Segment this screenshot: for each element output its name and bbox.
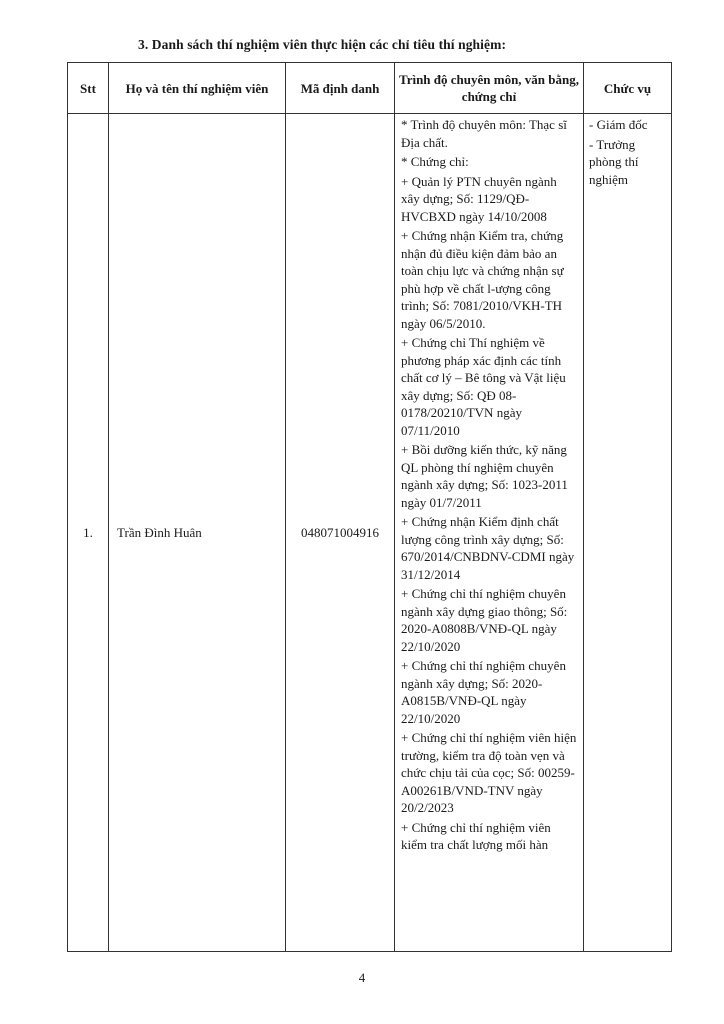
qualification-line: + Quản lý PTN chuyên ngành xây dựng; Số: 1129/QĐ-HVCBXD ngày 14/10/2008 (401, 173, 557, 224)
qualification-line: * Chứng chỉ: (401, 154, 469, 169)
row-id: 048071004916 (286, 114, 395, 952)
row-qualifications (395, 114, 584, 952)
position-line: - Trưởng phòng thí nghiệm (589, 136, 639, 187)
qualification-line: + Chứng chỉ Thí nghiệm về phương pháp xác định các tính chất cơ lý – Bê tông và Vật liệu xây dựng; Số: QĐ 08-0178/20210/TVN ngày 07/11/2010 (401, 335, 566, 438)
row-positions (584, 114, 672, 952)
table-header-row (68, 63, 672, 114)
qualification-line: + Chứng nhận Kiểm tra, chứng nhận đủ điều kiện đảm bảo an toàn chịu lực và chứng nhận sự phù hợp về chất l-ượng công trình; Số: 7081/2010/VKH-TH ngày 06/5/2010. (401, 228, 564, 331)
qualification-line: + Chứng chỉ thí nghiệm chuyên ngành xây dựng giao thông; Số: 2020-A0808B/VNĐ-QL ngày 22/10/2020 (401, 586, 568, 654)
qualification-line: * Trình độ chuyên môn: Thạc sĩ Địa chất. (401, 117, 567, 150)
table-row (68, 114, 672, 952)
header-position: Chức vụ (584, 63, 672, 114)
qualification-line: + Bồi dưỡng kiến thức, kỹ năng QL phòng thí nghiệm chuyên ngành xây dựng; Số: 1023-2011 ngày 01/7/2011 (401, 442, 568, 510)
header-qualification: Trình độ chuyên môn, văn bằng, chứng chỉ (395, 63, 584, 114)
position-line: - Giám đốc (589, 117, 648, 132)
qualification-line: + Chứng chỉ thí nghiệm chuyên ngành xây dựng; Số: 2020-A0815B/VNĐ-QL ngày 22/10/2020 (401, 658, 566, 726)
header-name: Họ và tên thí nghiệm viên (109, 63, 286, 114)
qualification-line: + Chứng nhận Kiểm định chất lượng công trình xây dựng; Số: 670/2014/CNBDNV-CDMI ngày 31/12/2014 (401, 514, 575, 582)
header-stt: Stt (68, 63, 109, 114)
qualification-line: + Chứng chỉ thí nghiệm viên hiện trường, kiểm tra độ toàn vẹn và chức chịu tải của cọc; Số: 00259-A00261B/VND-TNV ngày 20/2/2023 (401, 730, 577, 815)
section-heading: 3. Danh sách thí nghiệm viên thực hiện các chỉ tiêu thí nghiệm: (138, 37, 507, 52)
row-name: Trần Đình Huân (109, 114, 286, 952)
row-stt: 1. (68, 114, 109, 952)
page-number: 4 (358, 970, 366, 985)
tester-table (67, 62, 672, 952)
qualification-line: + Chứng chỉ thí nghiệm viên kiểm tra chất lượng mối hàn (401, 819, 551, 852)
header-id: Mã định danh (286, 63, 395, 114)
